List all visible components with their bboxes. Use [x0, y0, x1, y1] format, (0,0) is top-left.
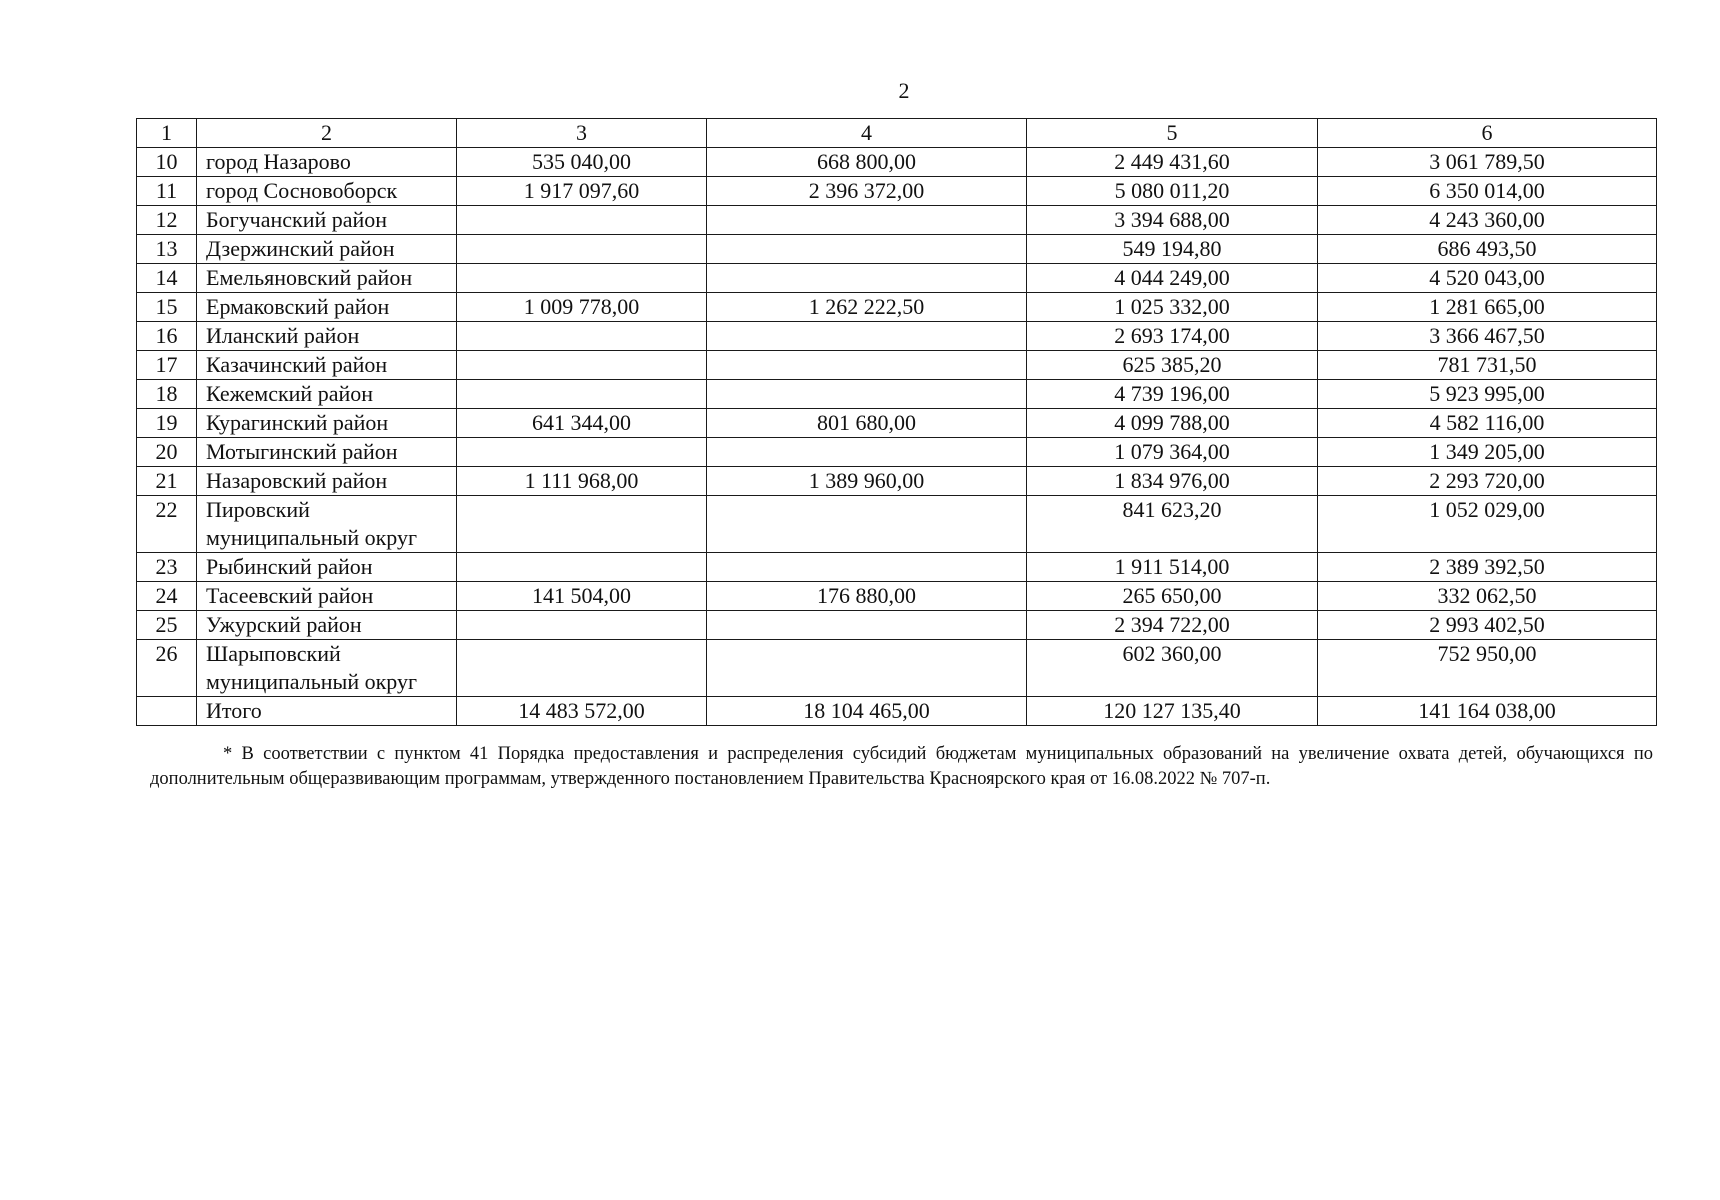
municipality-name-cell: Мотыгинский район: [197, 438, 457, 467]
column-3-value-cell: [457, 640, 707, 697]
column-6-value-cell: 1 281 665,00: [1318, 293, 1657, 322]
row-number-cell: 14: [137, 264, 197, 293]
column-3-value-cell: 1 917 097,60: [457, 177, 707, 206]
total-column-4-value-cell: 18 104 465,00: [707, 697, 1027, 726]
total-column-5-value-cell: 120 127 135,40: [1027, 697, 1318, 726]
row-number-cell: 18: [137, 380, 197, 409]
header-cell-3: 3: [457, 119, 707, 148]
column-5-value-cell: 4 099 788,00: [1027, 409, 1318, 438]
table-total-row: [137, 697, 1657, 726]
page-number: 2: [898, 78, 910, 103]
table-row: [137, 322, 1657, 351]
column-6-value-cell: 332 062,50: [1318, 582, 1657, 611]
column-5-value-cell: 549 194,80: [1027, 235, 1318, 264]
column-6-value-cell: 1 349 205,00: [1318, 438, 1657, 467]
municipality-name-cell: город Сосновоборск: [197, 177, 457, 206]
column-3-value-cell: 141 504,00: [457, 582, 707, 611]
municipality-name-cell: Богучанский район: [197, 206, 457, 235]
column-5-value-cell: 1 911 514,00: [1027, 553, 1318, 582]
table-row: [137, 467, 1657, 496]
municipality-name-cell: Курагинский район: [197, 409, 457, 438]
table-header-row: [137, 119, 1657, 148]
column-6-value-cell: 4 243 360,00: [1318, 206, 1657, 235]
column-3-value-cell: [457, 235, 707, 264]
footnote: * В соответствии с пунктом 41 Порядка предоставления и распределения субсидий бюджетам муниципальных образований на увеличение охвата детей, обучающихся по дополнительным общеразвивающим программам, утвержденного постановлением Правительства Красноярского края от 16.08.2022 № 707-п.: [150, 744, 1653, 789]
column-3-value-cell: 641 344,00: [457, 409, 707, 438]
column-4-value-cell: [707, 640, 1027, 697]
municipality-name-cell: Казачинский район: [197, 351, 457, 380]
column-6-value-cell: 5 923 995,00: [1318, 380, 1657, 409]
table-row: [137, 611, 1657, 640]
column-5-value-cell: 4 739 196,00: [1027, 380, 1318, 409]
row-number-cell: 10: [137, 148, 197, 177]
allocation-table-container: [136, 118, 1656, 726]
column-6-value-cell: 2 993 402,50: [1318, 611, 1657, 640]
column-4-value-cell: [707, 611, 1027, 640]
column-4-value-cell: [707, 206, 1027, 235]
row-number-cell: 13: [137, 235, 197, 264]
row-number-cell: 11: [137, 177, 197, 206]
column-3-value-cell: [457, 206, 707, 235]
column-5-value-cell: 3 394 688,00: [1027, 206, 1318, 235]
column-3-value-cell: 1 009 778,00: [457, 293, 707, 322]
total-column-3-value-cell: 14 483 572,00: [457, 697, 707, 726]
row-number-cell: 21: [137, 467, 197, 496]
total-column-6-value-cell: 141 164 038,00: [1318, 697, 1657, 726]
column-6-value-cell: 2 293 720,00: [1318, 467, 1657, 496]
row-number-cell: 23: [137, 553, 197, 582]
column-6-value-cell: 686 493,50: [1318, 235, 1657, 264]
row-number-cell: 22: [137, 496, 197, 553]
row-number-cell: 20: [137, 438, 197, 467]
column-4-value-cell: 176 880,00: [707, 582, 1027, 611]
total-municipality-name-cell: Итого: [197, 697, 457, 726]
column-3-value-cell: [457, 380, 707, 409]
total-row-number-cell: [137, 697, 197, 726]
table-row: [137, 293, 1657, 322]
column-4-value-cell: [707, 438, 1027, 467]
column-3-value-cell: [457, 438, 707, 467]
column-4-value-cell: [707, 322, 1027, 351]
table-row: [137, 438, 1657, 467]
column-4-value-cell: [707, 351, 1027, 380]
municipality-name-cell: Рыбинский район: [197, 553, 457, 582]
header-cell-2: 2: [197, 119, 457, 148]
table-row: [137, 553, 1657, 582]
header-cell-5: 5: [1027, 119, 1318, 148]
municipality-name-cell: Пировский муниципальный округ: [197, 496, 457, 553]
column-4-value-cell: 668 800,00: [707, 148, 1027, 177]
column-5-value-cell: 841 623,20: [1027, 496, 1318, 553]
column-4-value-cell: 1 262 222,50: [707, 293, 1027, 322]
municipality-name-cell: Дзержинский район: [197, 235, 457, 264]
column-6-value-cell: 6 350 014,00: [1318, 177, 1657, 206]
row-number-cell: 26: [137, 640, 197, 697]
column-3-value-cell: [457, 611, 707, 640]
municipality-name-cell: Назаровский район: [197, 467, 457, 496]
column-6-value-cell: 781 731,50: [1318, 351, 1657, 380]
row-number-cell: 17: [137, 351, 197, 380]
column-3-value-cell: [457, 322, 707, 351]
municipality-name-cell: город Назарово: [197, 148, 457, 177]
row-number-cell: 16: [137, 322, 197, 351]
column-5-value-cell: 2 394 722,00: [1027, 611, 1318, 640]
column-5-value-cell: 1 834 976,00: [1027, 467, 1318, 496]
row-number-cell: 24: [137, 582, 197, 611]
column-4-value-cell: [707, 553, 1027, 582]
table-row: [137, 380, 1657, 409]
column-3-value-cell: 1 111 968,00: [457, 467, 707, 496]
table-row: [137, 177, 1657, 206]
row-number-cell: 12: [137, 206, 197, 235]
column-6-value-cell: 3 061 789,50: [1318, 148, 1657, 177]
municipality-name-cell: Шарыповский муниципальный округ: [197, 640, 457, 697]
municipality-name-cell: Ужурский район: [197, 611, 457, 640]
column-5-value-cell: 2 449 431,60: [1027, 148, 1318, 177]
table-row: [137, 582, 1657, 611]
column-5-value-cell: 1 025 332,00: [1027, 293, 1318, 322]
table-row: [137, 206, 1657, 235]
row-number-cell: 25: [137, 611, 197, 640]
column-4-value-cell: [707, 264, 1027, 293]
table-row: [137, 351, 1657, 380]
column-3-value-cell: [457, 496, 707, 553]
column-5-value-cell: 265 650,00: [1027, 582, 1318, 611]
row-number-cell: 15: [137, 293, 197, 322]
header-cell-6: 6: [1318, 119, 1657, 148]
allocation-table: [136, 118, 1657, 726]
table-row: [137, 409, 1657, 438]
column-4-value-cell: [707, 496, 1027, 553]
column-4-value-cell: 2 396 372,00: [707, 177, 1027, 206]
row-number-cell: 19: [137, 409, 197, 438]
column-6-value-cell: 3 366 467,50: [1318, 322, 1657, 351]
column-6-value-cell: 4 582 116,00: [1318, 409, 1657, 438]
municipality-name-cell: Тасеевский район: [197, 582, 457, 611]
municipality-name-cell: Иланский район: [197, 322, 457, 351]
column-4-value-cell: 801 680,00: [707, 409, 1027, 438]
table-row: [137, 496, 1657, 553]
column-6-value-cell: 4 520 043,00: [1318, 264, 1657, 293]
table-row: [137, 148, 1657, 177]
column-5-value-cell: 5 080 011,20: [1027, 177, 1318, 206]
column-5-value-cell: 1 079 364,00: [1027, 438, 1318, 467]
table-row: [137, 264, 1657, 293]
column-4-value-cell: [707, 235, 1027, 264]
municipality-name-cell: Ермаковский район: [197, 293, 457, 322]
column-5-value-cell: 4 044 249,00: [1027, 264, 1318, 293]
table-row: [137, 235, 1657, 264]
column-3-value-cell: 535 040,00: [457, 148, 707, 177]
municipality-name-cell: Кежемский район: [197, 380, 457, 409]
column-4-value-cell: [707, 380, 1027, 409]
table-body: [137, 119, 1657, 726]
header-cell-1: 1: [137, 119, 197, 148]
column-4-value-cell: 1 389 960,00: [707, 467, 1027, 496]
column-3-value-cell: [457, 264, 707, 293]
column-6-value-cell: 1 052 029,00: [1318, 496, 1657, 553]
column-5-value-cell: 625 385,20: [1027, 351, 1318, 380]
column-3-value-cell: [457, 553, 707, 582]
column-6-value-cell: 752 950,00: [1318, 640, 1657, 697]
column-5-value-cell: 602 360,00: [1027, 640, 1318, 697]
table-row: [137, 640, 1657, 697]
header-cell-4: 4: [707, 119, 1027, 148]
column-3-value-cell: [457, 351, 707, 380]
municipality-name-cell: Емельяновский район: [197, 264, 457, 293]
column-6-value-cell: 2 389 392,50: [1318, 553, 1657, 582]
column-5-value-cell: 2 693 174,00: [1027, 322, 1318, 351]
